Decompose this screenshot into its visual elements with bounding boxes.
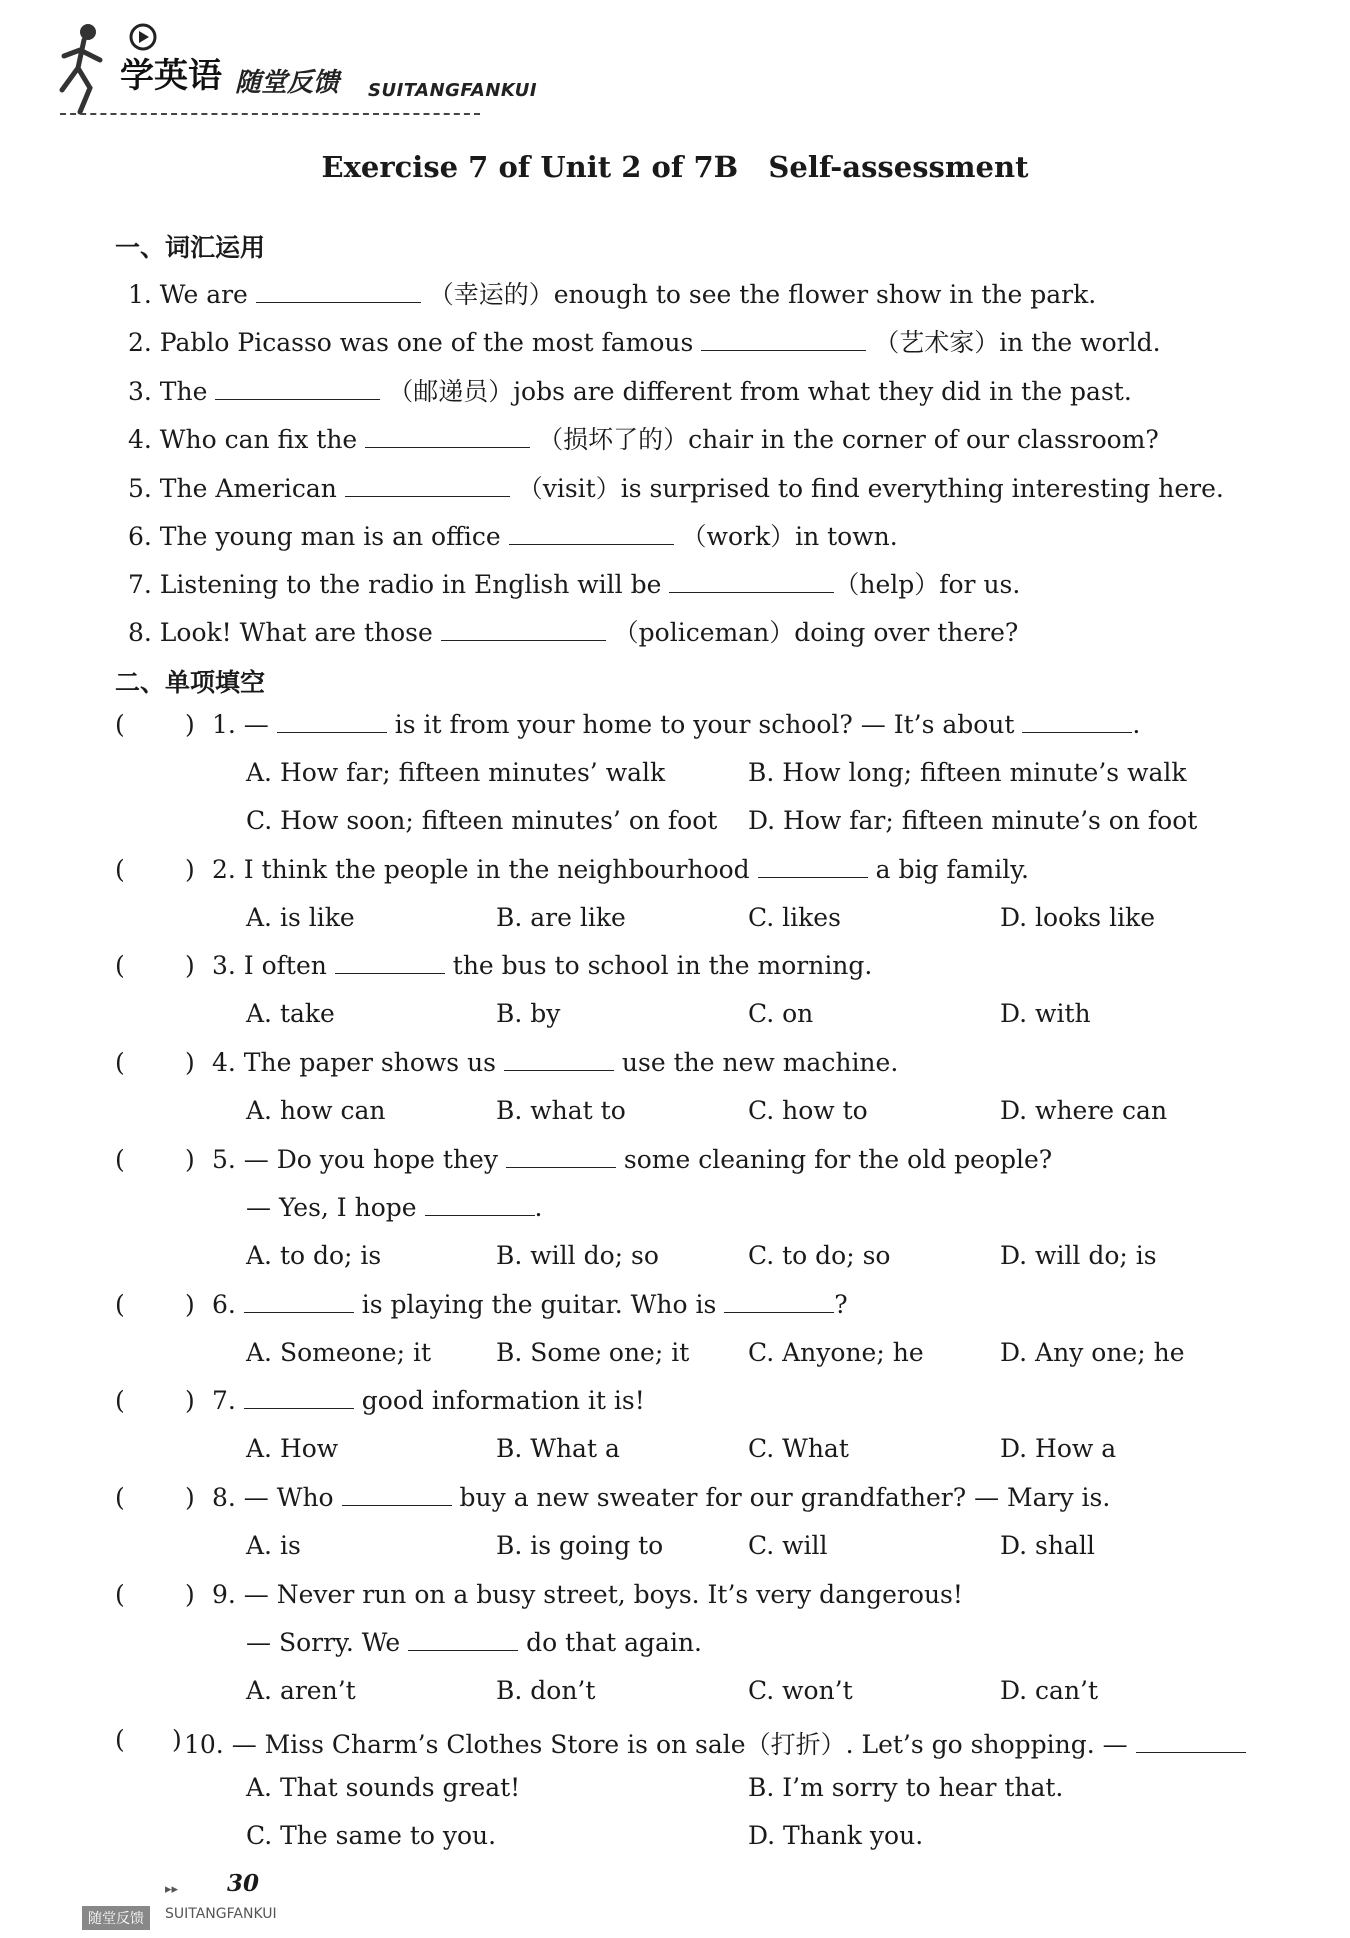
answer-blank[interactable] [365,425,530,448]
answer-paren-close: ) [185,1483,195,1512]
answer-blank[interactable] [244,1386,354,1409]
runner-logo-icon [50,20,120,120]
option-a[interactable]: A. aren’t [246,1676,356,1705]
answer-paren-open[interactable]: ( [115,1290,125,1319]
option-b[interactable]: B. are like [496,903,626,932]
question-2: 2. I think the people in the neighbourhood a big family. [212,855,1029,884]
logo-main: 学英语 [120,56,222,96]
option-a[interactable]: A. How far; fifteen minutes’ walk [246,758,666,787]
option-a[interactable]: A. take [246,999,335,1028]
option-d[interactable]: D. shall [1000,1531,1095,1560]
option-b[interactable]: B. I’m sorry to hear that. [748,1773,1064,1802]
answer-paren-open[interactable]: ( [115,1483,125,1512]
answer-blank[interactable] [504,1048,614,1071]
option-d[interactable]: D. can’t [1000,1676,1099,1705]
vocab-item-5: 5. The American （visit）is surprised to find everything interesting here. [128,474,1224,503]
option-b[interactable]: B. How long; fifteen minute’s walk [748,758,1187,787]
question-8: 8. — Who buy a new sweater for our grandfather? — Mary is. [212,1483,1111,1512]
option-c[interactable]: C. to do; so [748,1241,891,1270]
option-b[interactable]: B. What a [496,1434,620,1463]
footer-badge: 随堂反馈 [82,1906,150,1930]
answer-paren-close: ) [185,1048,195,1077]
option-b[interactable]: B. is going to [496,1531,664,1560]
answer-blank[interactable] [724,1290,834,1313]
page-title: Exercise 7 of Unit 2 of 7B Self-assessment [321,150,1029,184]
answer-blank[interactable] [506,1145,616,1168]
vocab-item-6: 6. The young man is an office （work）in town. [128,522,898,551]
question-7: 7. good information it is! [212,1386,645,1415]
vocab-item-7: 7. Listening to the radio in English will be （help）for us. [128,570,1021,599]
option-b[interactable]: B. will do; so [496,1241,659,1270]
option-c[interactable]: C. will [748,1531,828,1560]
logo-sub: 随堂反馈 [235,68,340,98]
logo-en: SUITANGFANKUI [368,80,538,101]
answer-paren-open[interactable]: ( [115,1145,125,1174]
answer-paren-close: ) [185,1386,195,1415]
question-9-reply: — Sorry. We do that again. [246,1628,702,1657]
vocab-item-8: 8. Look! What are those （policeman）doing over there? [128,618,1019,647]
option-a[interactable]: A. to do; is [246,1241,382,1270]
question-5: 5. — Do you hope they some cleaning for the old people? [212,1145,1053,1174]
question-1: 1. — is it from your home to your school? — It’s about . [212,710,1141,739]
answer-blank[interactable] [342,1483,452,1506]
option-c[interactable]: C. won’t [748,1676,853,1705]
header-divider [60,113,480,115]
option-b[interactable]: B. by [496,999,561,1028]
vocab-item-2: 2. Pablo Picasso was one of the most famous （艺术家）in the world. [128,328,1161,357]
vocab-item-1: 1. We are （幸运的）enough to see the flower show in the park. [128,280,1097,309]
section1-heading: 一、词汇运用 [115,233,266,262]
answer-paren-close: ) [185,855,195,884]
option-a[interactable]: A. is like [246,903,355,932]
option-c[interactable]: C. How soon; fifteen minutes’ on foot [246,806,718,835]
page-number: 30 [227,1870,260,1897]
answer-paren-close: ) [185,951,195,980]
answer-blank[interactable] [669,570,834,593]
option-d[interactable]: D. Any one; he [1000,1338,1185,1367]
option-a[interactable]: A. That sounds great! [246,1773,521,1802]
answer-paren-open[interactable]: ( [115,1386,125,1415]
answer-paren-open[interactable]: ( [115,1580,125,1609]
option-a[interactable]: A. is [246,1531,301,1560]
double-arrow-icon: ▸▸ [165,1882,179,1897]
answer-blank[interactable] [345,474,510,497]
option-b[interactable]: B. what to [496,1096,626,1125]
option-d[interactable]: D. will do; is [1000,1241,1157,1270]
option-c[interactable]: C. The same to you. [246,1821,497,1850]
option-a[interactable]: A. How [246,1434,339,1463]
option-c[interactable]: C. What [748,1434,849,1463]
answer-blank[interactable] [256,280,421,303]
answer-paren-close: ) [185,1580,195,1609]
option-d[interactable]: D. with [1000,999,1091,1028]
answer-paren-open[interactable]: ( [115,951,125,980]
vocab-item-4: 4. Who can fix the （损坏了的）chair in the corner of our classroom? [128,425,1159,454]
header [50,20,550,120]
answer-blank[interactable] [758,855,868,878]
answer-paren-close: ) [185,1145,195,1174]
question-5-reply: — Yes, I hope . [246,1193,543,1222]
answer-blank[interactable] [701,328,866,351]
option-c[interactable]: C. how to [748,1096,868,1125]
answer-blank[interactable] [1022,710,1132,733]
option-b[interactable]: B. Some one; it [496,1338,690,1367]
option-d[interactable]: D. How far; fifteen minute’s on foot [748,806,1198,835]
footer-brand: SUITANGFANKUI [165,1906,277,1922]
option-d[interactable]: D. Thank you. [748,1821,924,1850]
option-d[interactable]: D. looks like [1000,903,1156,932]
answer-paren-open[interactable]: ( [115,1048,125,1077]
answer-blank[interactable] [335,951,445,974]
option-d[interactable]: D. where can [1000,1096,1168,1125]
option-b[interactable]: B. don’t [496,1676,596,1705]
answer-blank[interactable] [509,522,674,545]
answer-blank[interactable] [244,1290,354,1313]
answer-paren-close: ) [185,710,195,739]
answer-blank[interactable] [1136,1730,1246,1753]
answer-blank[interactable] [441,618,606,641]
answer-blank[interactable] [425,1193,535,1216]
question-10: 10. — Miss Charm’s Clothes Store is on sale（打折）. Let’s go shopping. — [184,1725,1246,1761]
answer-paren-open[interactable]: ( [115,1725,125,1754]
question-9: 9. — Never run on a busy street, boys. It’s very dangerous! [212,1580,963,1609]
option-c[interactable]: C. on [748,999,814,1028]
option-c[interactable]: C. Anyone; he [748,1338,924,1367]
question-3: 3. I often the bus to school in the morning. [212,951,873,980]
option-c[interactable]: C. likes [748,903,841,932]
question-4: 4. The paper shows us use the new machine. [212,1048,899,1077]
answer-blank[interactable] [277,710,387,733]
answer-paren-open[interactable]: ( [115,710,125,739]
answer-paren-close: ) [172,1725,182,1754]
question-6: 6. is playing the guitar. Who is ? [212,1290,848,1319]
option-d[interactable]: D. How a [1000,1434,1117,1463]
option-a[interactable]: A. Someone; it [246,1338,431,1367]
option-a[interactable]: A. how can [246,1096,386,1125]
section2-heading: 二、单项填空 [115,668,266,697]
answer-blank[interactable] [215,377,380,400]
answer-paren-open[interactable]: ( [115,855,125,884]
answer-paren-close: ) [185,1290,195,1319]
vocab-item-3: 3. The （邮递员）jobs are different from what they did in the past. [128,377,1132,406]
answer-blank[interactable] [408,1628,518,1651]
